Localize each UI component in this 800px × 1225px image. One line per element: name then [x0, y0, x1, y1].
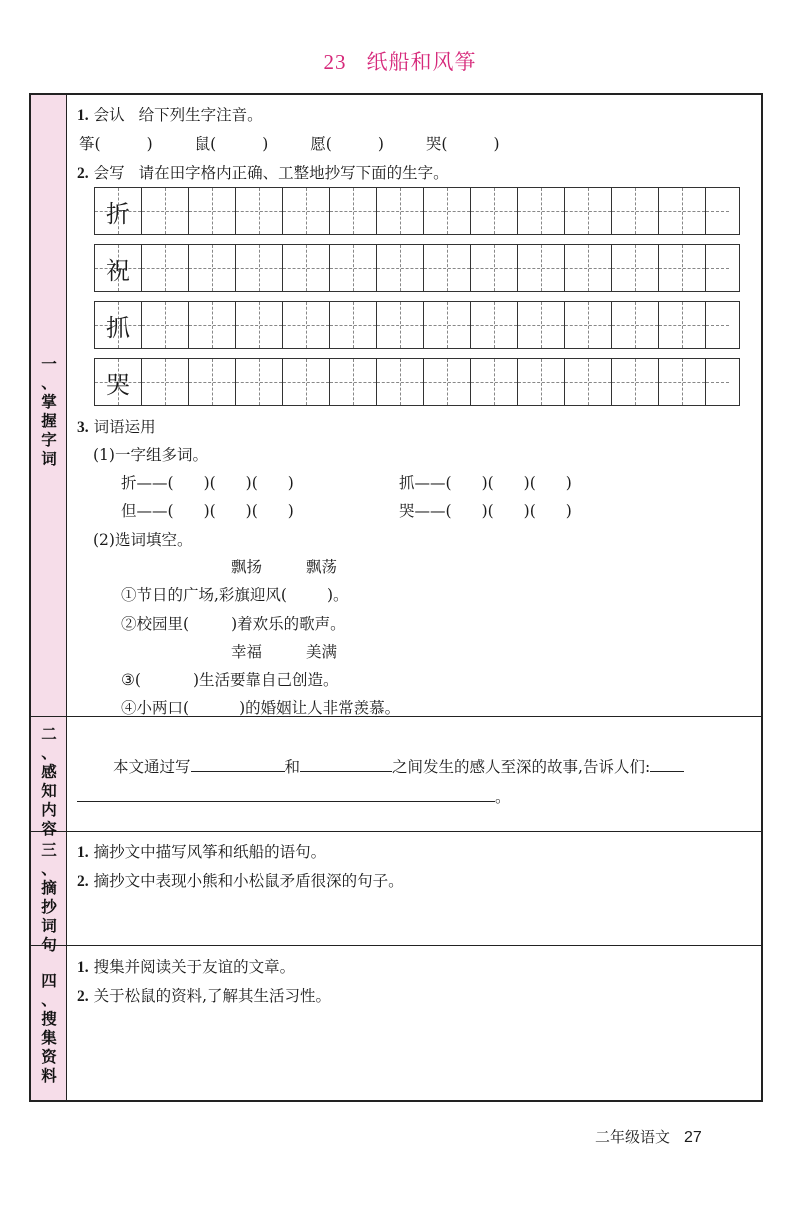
pinyin-blank[interactable]: 愿( ): [310, 135, 384, 153]
answer-blank[interactable]: [650, 756, 684, 772]
grid-cell[interactable]: [236, 188, 283, 234]
grid-cell[interactable]: [471, 302, 518, 348]
grid-cell[interactable]: [189, 302, 236, 348]
word-group-row: 哭——( )( )( ): [399, 502, 572, 520]
section-divider: [31, 831, 761, 832]
fill-sentence: ②校园里( )着欢乐的歌声。: [121, 615, 346, 633]
grid-cell[interactable]: [377, 359, 424, 405]
grid-cell[interactable]: [424, 245, 471, 291]
grid-cell[interactable]: [330, 245, 377, 291]
page-footer: [595, 1126, 702, 1147]
grid-cell[interactable]: [236, 245, 283, 291]
grid-cell[interactable]: [706, 188, 729, 234]
grid-cell[interactable]: [565, 188, 612, 234]
section-label-3: 三 、 摘 抄 词 句: [41, 841, 57, 954]
grid-cell[interactable]: [236, 302, 283, 348]
summary-line-2: 。: [77, 785, 511, 807]
grid-cell[interactable]: [565, 302, 612, 348]
grid-cell[interactable]: [189, 188, 236, 234]
q3-part2: (2)选词填空。: [93, 531, 193, 549]
section-label-4: 四 、 搜 集 资 料: [41, 972, 57, 1085]
grid-cell[interactable]: [424, 302, 471, 348]
worksheet-frame: [29, 93, 763, 1102]
lesson-name: 纸船和风筝: [366, 50, 477, 74]
model-char: 抓: [106, 313, 130, 342]
grid-cell[interactable]: [283, 188, 330, 234]
grid-cell[interactable]: [236, 359, 283, 405]
grid-cell[interactable]: [659, 302, 706, 348]
word-group-row: 折——( )( )( ): [121, 474, 294, 492]
grid-cell[interactable]: [612, 359, 659, 405]
grid-cell[interactable]: [377, 245, 424, 291]
grid-cell[interactable]: [706, 245, 729, 291]
research-task: 1. 搜集并阅读关于友谊的文章。: [77, 958, 296, 976]
book-name: 二年级语文: [595, 1128, 671, 1146]
fill-sentence: ①节日的广场,彩旗迎风( )。: [121, 586, 349, 604]
q1-heading: 1. 会认 给下列生字注音。: [77, 106, 263, 124]
grid-cell[interactable]: [706, 359, 729, 405]
fill-sentence: ④小两口( )的婚姻让人非常羡慕。: [121, 699, 401, 717]
pinyin-blank[interactable]: 鼠( ): [194, 135, 269, 153]
grid-cell[interactable]: [471, 359, 518, 405]
grid-cell[interactable]: [142, 302, 189, 348]
grid-cell[interactable]: [706, 302, 729, 348]
grid-cell[interactable]: [142, 359, 189, 405]
grid-cell[interactable]: [518, 188, 565, 234]
grid-cell[interactable]: [518, 302, 565, 348]
summary-line: 本文通过写 和 之间发生的感人至深的故事,告诉人们:: [113, 755, 684, 777]
writing-grid-row: [94, 301, 740, 349]
model-char: 祝: [106, 256, 130, 285]
grid-cell[interactable]: [518, 245, 565, 291]
grid-cell[interactable]: [424, 188, 471, 234]
word-choice-pair: 飘扬 飘荡: [231, 558, 338, 576]
copy-task: 1. 摘抄文中描写风筝和纸船的语句。: [77, 843, 327, 861]
pinyin-blank[interactable]: 筝( ): [79, 135, 153, 153]
grid-cell[interactable]: [565, 245, 612, 291]
model-char: 折: [106, 199, 130, 228]
grid-cell[interactable]: [330, 188, 377, 234]
q1-pinyin-row: [79, 132, 500, 154]
grid-cell[interactable]: [659, 245, 706, 291]
answer-blank[interactable]: [77, 786, 495, 802]
lesson-number: 23: [323, 50, 347, 74]
grid-cell[interactable]: [612, 302, 659, 348]
answer-blank[interactable]: [191, 756, 285, 772]
grid-cell[interactable]: [189, 245, 236, 291]
lesson-title: [0, 46, 800, 76]
research-task: 2. 关于松鼠的资料,了解其生活习性。: [77, 987, 331, 1005]
grid-cell[interactable]: [471, 245, 518, 291]
grid-cell[interactable]: [565, 359, 612, 405]
writing-grid-row: [94, 244, 740, 292]
writing-grid-row: [94, 358, 740, 406]
grid-cell[interactable]: [612, 245, 659, 291]
word-choice-pair: 幸福 美满: [231, 643, 338, 661]
grid-cell[interactable]: [283, 359, 330, 405]
section-divider: [31, 945, 761, 946]
fill-sentence: ③( )生活要靠自己创造。: [121, 671, 339, 689]
word-group-row: 抓——( )( )( ): [399, 474, 572, 492]
word-group-row: 但——( )( )( ): [121, 502, 294, 520]
q2-heading: 2. 会写 请在田字格内正确、工整地抄写下面的生字。: [77, 164, 449, 182]
grid-cell[interactable]: [612, 188, 659, 234]
section-label-2: 二 、 感 知 内 容: [41, 725, 57, 838]
grid-cell[interactable]: [377, 188, 424, 234]
grid-cell[interactable]: [330, 359, 377, 405]
grid-cell[interactable]: [142, 245, 189, 291]
grid-cell[interactable]: [659, 359, 706, 405]
grid-cell[interactable]: [189, 359, 236, 405]
q3-part1: (1)一字组多词。: [93, 446, 208, 464]
grid-cell[interactable]: [518, 359, 565, 405]
grid-cell[interactable]: [283, 245, 330, 291]
page-number: 27: [684, 1129, 702, 1146]
grid-cell[interactable]: [330, 302, 377, 348]
pinyin-blank[interactable]: 哭( ): [425, 135, 500, 153]
writing-grid-row: [94, 187, 740, 235]
grid-cell[interactable]: [659, 188, 706, 234]
grid-cell[interactable]: [424, 359, 471, 405]
grid-cell[interactable]: [377, 302, 424, 348]
answer-blank[interactable]: [300, 756, 392, 772]
grid-cell[interactable]: [471, 188, 518, 234]
copy-task: 2. 摘抄文中表现小熊和小松鼠矛盾很深的句子。: [77, 872, 404, 890]
model-char: 哭: [106, 370, 130, 399]
grid-cell[interactable]: [142, 188, 189, 234]
section-label-1: 一 、 掌 握 字 词: [41, 355, 57, 468]
q3-heading: 3. 词语运用: [77, 418, 156, 436]
grid-cell[interactable]: [283, 302, 330, 348]
